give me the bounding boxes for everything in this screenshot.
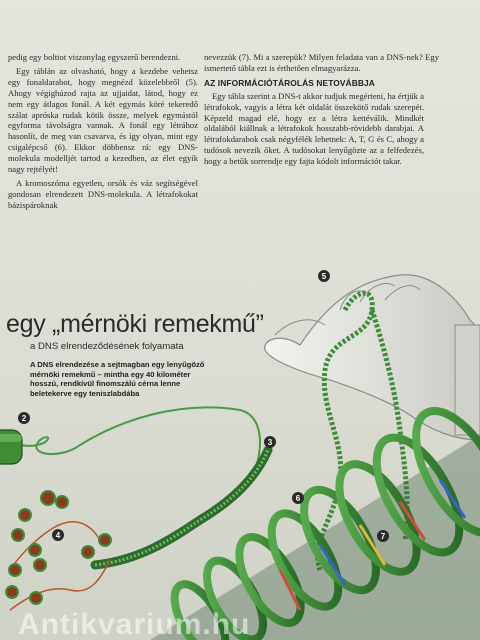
marker-7 xyxy=(377,530,389,542)
svg-text:2: 2 xyxy=(21,414,27,423)
nucleosome-beads xyxy=(6,491,111,610)
section-subheading: AZ INFORMÁCIÓTÁROLÁS NETOVÁBBJA xyxy=(204,77,375,88)
svg-text:5: 5 xyxy=(321,272,327,281)
left-paragraph-3: A kromoszóma egyetlen, orsók és váz segítségével gondosan elrendezett DNS-molekula. A létrafokokat bázispároknak xyxy=(8,177,198,210)
svg-text:4: 4 xyxy=(55,531,61,540)
watermark: Antikvarium.hu xyxy=(18,608,251,640)
left-paragraph-2: Egy táblán az olvasható, hogy a kezdebe vehetsz egy fonaldarabot, hogy megnézd közelebbről (5). Ahogy végighúzod rajta az ujjaidat, látod, hogy ez nem egy átlagos fonál. A két egymás köré tekeredő szálat apróska rudak kötik össze, melyek egymástól egyforma távolságra vannak. A fonál egy létrához hasonlít, de meg van csavarva, és így olyan, mint egy csigalépcső (6). Ekkor döbbensz rá: egy DNS-molekula modelljét tartod a kezedben, az élet egyik nagy rejtélyét! xyxy=(8,65,198,175)
dna-thread xyxy=(20,407,260,470)
left-paragraph-1: pedig egy bolttot viszonylag egyszerű berendezni. xyxy=(8,52,181,62)
svg-text:7: 7 xyxy=(380,532,386,541)
right-text-column xyxy=(204,52,472,170)
right-paragraph-2: Egy tábla szerint a DNS-t akkor tudjuk megérteni, ha értjük a létrafokok, vagyis a létra két oldalát összekötő rudak szerepét. Képzeld magad elé, hogy ez a létra kettéválik. Mindkét oldalából kiállnak a létrafokok hosszabb-rövidebb darabjai. A létrafokdarabok csak négyfélék lehetnek: A, T, G és C, ahogy a tudósok nevezik őket. A tudósokat lenyűgözte az a felfedezés, hogy a betűk sorrendje egy fajta kódolt információt takar. xyxy=(204,90,424,167)
feature-caption: A DNS elrendezése a sejtmagban egy lenyűgöző mérnöki remekmű – mintha egy 40 kilométer hosszú, rendkívül finomszálú cérna lenne beletekerve egy teniszlabdába xyxy=(30,360,205,398)
feature-subtitle: a DNS elrendeződésének folyamata xyxy=(30,341,184,352)
chromosome-segment xyxy=(0,430,22,464)
marker-5 xyxy=(318,270,330,282)
dna-illustration xyxy=(0,240,480,640)
marker-3 xyxy=(264,436,276,448)
svg-text:6: 6 xyxy=(295,494,301,503)
marker-6 xyxy=(292,492,304,504)
svg-text:3: 3 xyxy=(267,438,273,447)
right-paragraph-1: nevezzük (7). Mi a szerepük? Milyen feladata van a DNS-nek? Egy ismertető tábla ezt is érthetően elmagyarázza. xyxy=(204,52,439,73)
left-text-column xyxy=(8,52,198,214)
marker-4 xyxy=(52,529,64,541)
marker-2 xyxy=(18,412,30,424)
feature-title: egy „mérnöki remekmű” xyxy=(6,310,264,338)
